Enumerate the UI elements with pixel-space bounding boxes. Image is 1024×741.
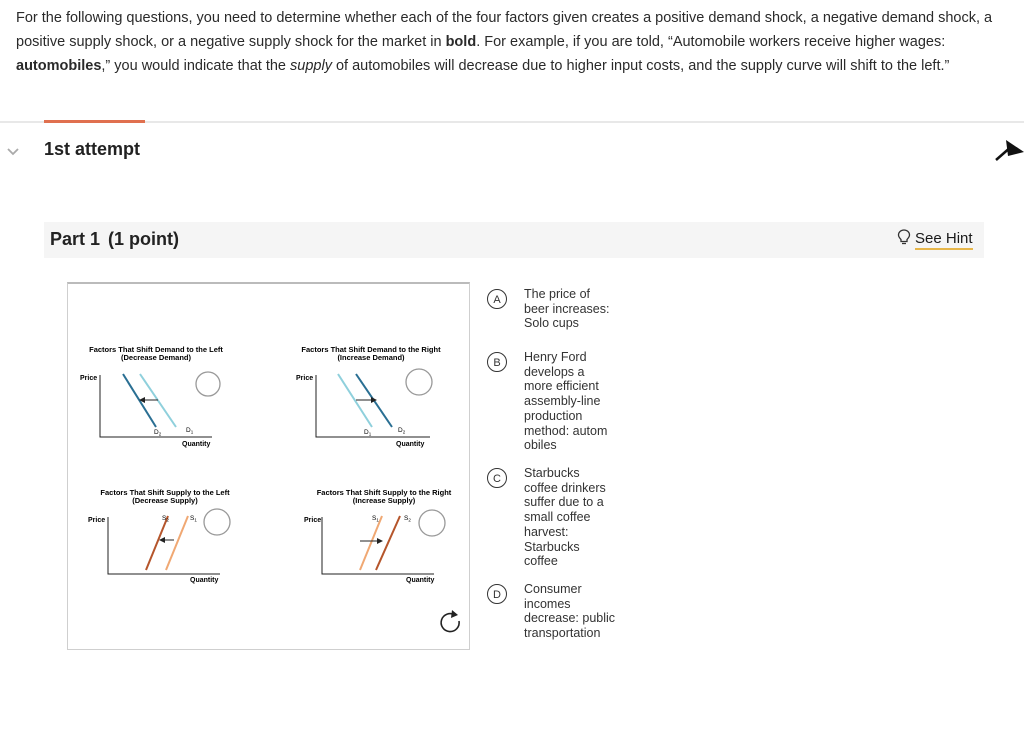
pointer-arrow-icon: [994, 138, 1024, 164]
y-axis-label: Price: [80, 375, 98, 382]
lightbulb-icon: [897, 229, 911, 245]
curve-label: $D_2$: [154, 429, 162, 437]
option-text: Starbucks coffee drinkers suffer due to a small coffee harvest: Starbucks coffee: [524, 466, 606, 569]
attempt-title[interactable]: 1st attempt: [44, 139, 141, 159]
part-title: Part 1 (1 point): [50, 229, 180, 249]
option-text: The price of beer increases: Solo cups: [524, 287, 610, 331]
curve-label: $D_1$: [364, 429, 372, 437]
graph-title: Factors That Shift Demand to the Right: [301, 345, 441, 354]
option-letter: A: [487, 289, 507, 309]
drop-target[interactable]: [196, 372, 220, 396]
x-axis-label: Quantity: [406, 577, 435, 584]
curve-label: $D_2$: [398, 427, 406, 435]
instructions-text: For the following questions, you need to determine whether each of the four factors given creates a positive demand shock, a negative demand shock, a positive supply shock, or a negative supply shock for the market in bold. For example, if you are told, “Automobile workers receive higher wages: automobiles,” you would indicate that the supply of automobiles will decrease due to higher input costs, and the supply curve will shift to the left.”: [16, 10, 993, 74]
x-axis-label: Quantity: [182, 441, 211, 448]
option-letter: C: [487, 468, 507, 488]
y-axis-label: Price: [304, 517, 322, 524]
section-divider: [0, 121, 1024, 123]
graph-supply-right: [304, 488, 452, 584]
curve-label: $S_2$: [162, 515, 169, 523]
see-hint-link[interactable]: See Hint: [897, 229, 973, 247]
part-header: [44, 222, 984, 258]
y-axis-label: Price: [296, 375, 314, 382]
curve-label: $S_2$: [404, 515, 411, 523]
axes: [100, 375, 212, 437]
chevron-down-icon[interactable]: [6, 144, 20, 158]
graph-demand-left: [80, 345, 223, 448]
supply-curve-shifted: [146, 516, 168, 570]
drop-target[interactable]: [419, 510, 445, 536]
reset-icon[interactable]: [441, 610, 459, 632]
graph-drop-board: [67, 282, 470, 650]
curve-label: $S_1$: [190, 515, 197, 523]
part-points: (1 point): [108, 229, 180, 249]
attempt-indicator: [44, 120, 145, 123]
graph-title: Factors That Shift Demand to the Left: [89, 345, 223, 354]
curve-label: $S_1$: [372, 515, 379, 523]
supply-curve-original: [166, 516, 188, 570]
drop-target[interactable]: [406, 369, 432, 395]
option-text: Consumer incomes decrease: public transportation: [524, 582, 616, 641]
y-axis-label: Price: [88, 517, 106, 524]
graph-title: Factors That Shift Supply to the Right: [316, 488, 452, 497]
graph-title: Factors That Shift Supply to the Left: [100, 488, 230, 497]
graph-subtitle: (Decrease Demand): [120, 353, 192, 362]
graph-subtitle: (Increase Demand): [337, 353, 405, 362]
graph-supply-left: [88, 488, 230, 584]
option-letter: D: [487, 584, 507, 604]
curve-label: $D_1$: [186, 427, 194, 435]
option-letter: B: [487, 352, 507, 372]
graph-subtitle: (Decrease Supply): [132, 496, 198, 505]
x-axis-label: Quantity: [396, 441, 425, 448]
graph-demand-right: [296, 345, 441, 448]
drop-target[interactable]: [204, 509, 230, 535]
graph-subtitle: (Increase Supply): [352, 496, 416, 505]
x-axis-label: Quantity: [190, 577, 219, 584]
option-text: Henry Ford develops a more efficient assembly-line production method: autom obiles: [524, 350, 608, 453]
options-list: [487, 287, 637, 648]
